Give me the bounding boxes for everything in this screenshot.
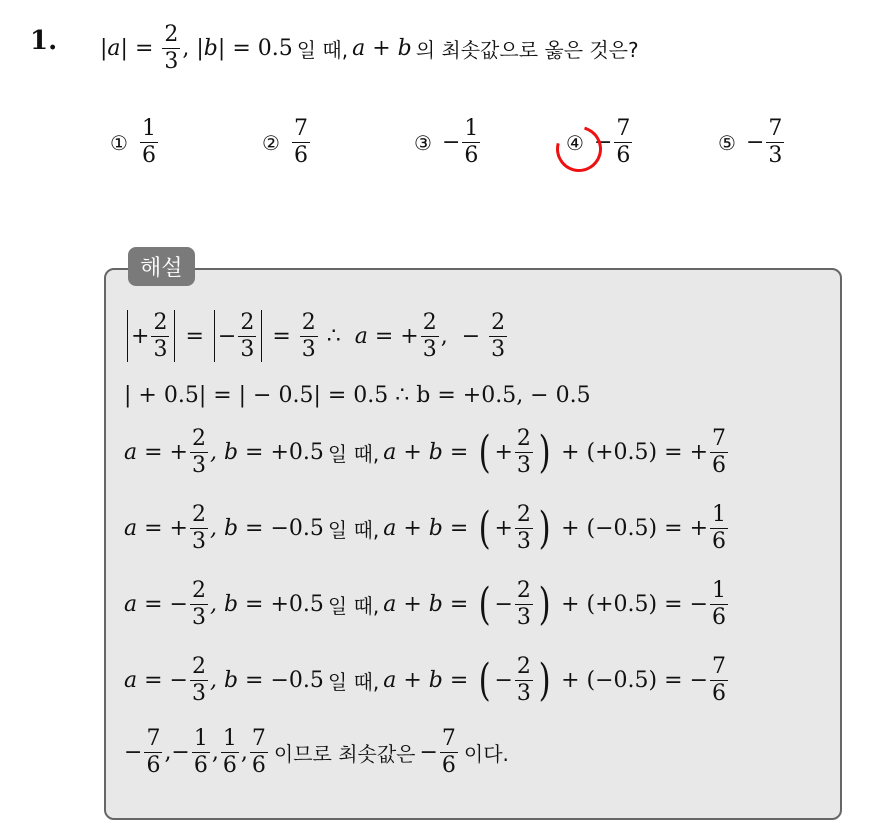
solution-conclusion: − $\frac{7}{6}$ ,− $\frac{1}{6}$ , $\frac{1}{6}$ , $\frac{7}{6}$ 이므로 최솟값은 − $\frac{7}{6}$ 이다. [124,726,509,778]
solution-row-1: a = + $\frac{2}{3}$ , b = +0.5 일 때, a + b = ( + $\frac{2}{3}$ ) + (+0.5) = + $\frac{7}{6}$ [124,426,726,478]
choice-3[interactable]: ③ − $\frac{1}{6}$ [414,116,479,168]
question-text: |a| = $\frac{2}{3}$ , |b| = 0.5 일 때, a + b 의 최솟값으로 옳은 것은? [100,22,639,74]
solution-row-2: a = + $\frac{2}{3}$ , b = −0.5 일 때, a + b = ( + $\frac{2}{3}$ ) + (−0.5) = + $\frac{1}{6}$ [124,502,726,554]
choice-1[interactable]: ① $\frac{1}{6}$ [110,116,156,168]
question-number: 1. [30,26,58,56]
solution-row-3: a = − $\frac{2}{3}$ , b = +0.5 일 때, a + b = ( − $\frac{2}{3}$ ) + (+0.5) = − $\frac{1}{6}$ [124,578,726,630]
solution-tag: 해설 [128,247,195,286]
choice-4[interactable]: ④ − $\frac{7}{6}$ [566,118,634,167]
choice-5[interactable]: ⑤ − $\frac{7}{3}$ [718,116,783,168]
choice-2[interactable]: ② $\frac{7}{6}$ [262,116,308,168]
fraction: $\frac{2}{3}$ [164,22,179,74]
solution-row-4: a = − $\frac{2}{3}$ , b = −0.5 일 때, a + b = ( − $\frac{2}{3}$ ) + (−0.5) = − $\frac{7}{6}$ [124,654,726,706]
selected-circle-mark [548,118,611,181]
solution-line-2: | + 0.5| = | − 0.5| = 0.5 ∴ b = +0.5, − 0.5 [124,383,591,408]
solution-line-1: + $\frac{2}{3}$ = − $\frac{2}{3}$ = $\frac{2}{3}$ ∴ a = + $\frac{2}{3}$ , − $\frac{2}{3}$ [124,310,509,362]
